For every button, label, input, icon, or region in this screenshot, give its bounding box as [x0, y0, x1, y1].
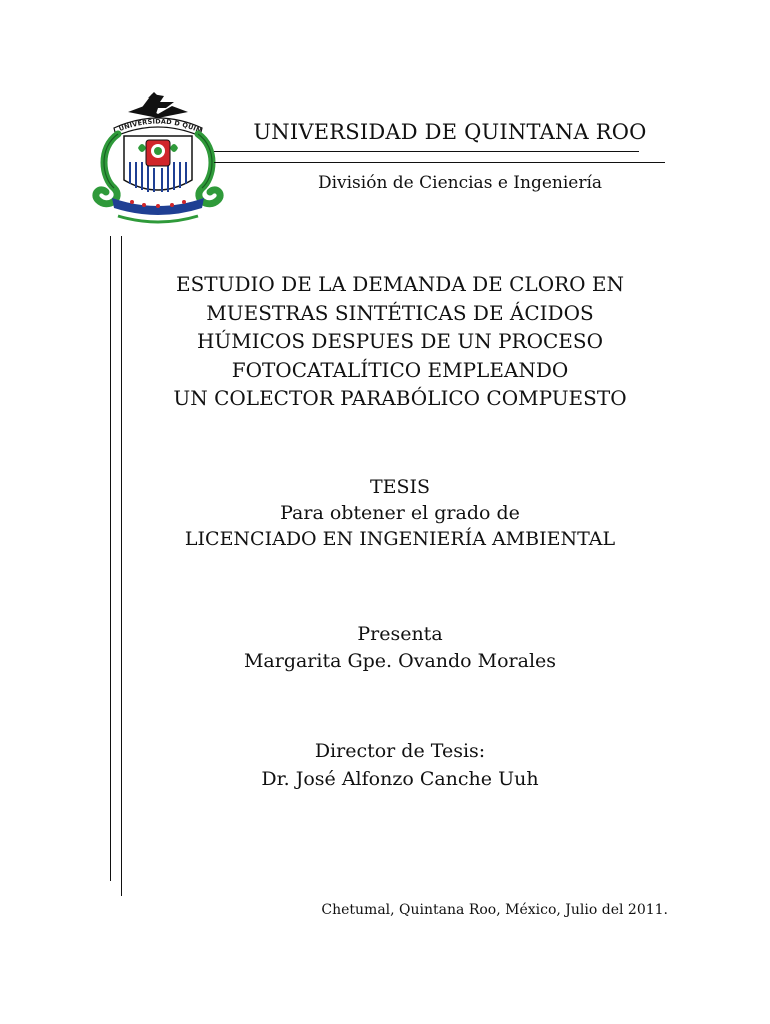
margin-rule-left	[110, 236, 111, 881]
division-name: División de Ciencias e Ingeniería	[317, 173, 603, 193]
title-line: UN COLECTOR PARABÓLICO COMPUESTO	[173, 386, 627, 410]
university-crest-icon	[88, 88, 228, 228]
margin-rule-right	[121, 236, 122, 896]
degree-name: LICENCIADO EN INGENIERÍA AMBIENTAL	[184, 528, 616, 550]
crest-ring-text: UNIVERSIDAD D QUIN	[117, 117, 203, 135]
title-line: MUESTRAS SINTÉTICAS DE ÁCIDOS	[206, 300, 594, 325]
place-and-date: Chetumal, Quintana Roo, México, Julio del 2011.	[321, 902, 668, 918]
tesis-label: TESIS	[369, 476, 431, 498]
title-line: FOTOCATALÍTICO EMPLEANDO	[231, 357, 569, 382]
title-line: HÚMICOS DESPUES DE UN PROCESO	[196, 329, 603, 353]
presenter-label: Presenta	[357, 623, 443, 645]
degree-purpose: Para obtener el grado de	[280, 502, 520, 524]
university-name: UNIVERSIDAD DE QUINTANA ROO	[253, 120, 647, 144]
thesis-title	[130, 270, 670, 413]
header-rule-bottom	[214, 162, 665, 163]
author-name: Margarita Gpe. Ovando Morales	[243, 650, 557, 672]
director-name: Dr. José Alfonzo Canche Uuh	[261, 768, 539, 790]
director-label: Director de Tesis:	[314, 740, 486, 762]
header-rule-top	[214, 151, 639, 152]
title-line: ESTUDIO DE LA DEMANDA DE CLORO EN	[175, 272, 625, 296]
